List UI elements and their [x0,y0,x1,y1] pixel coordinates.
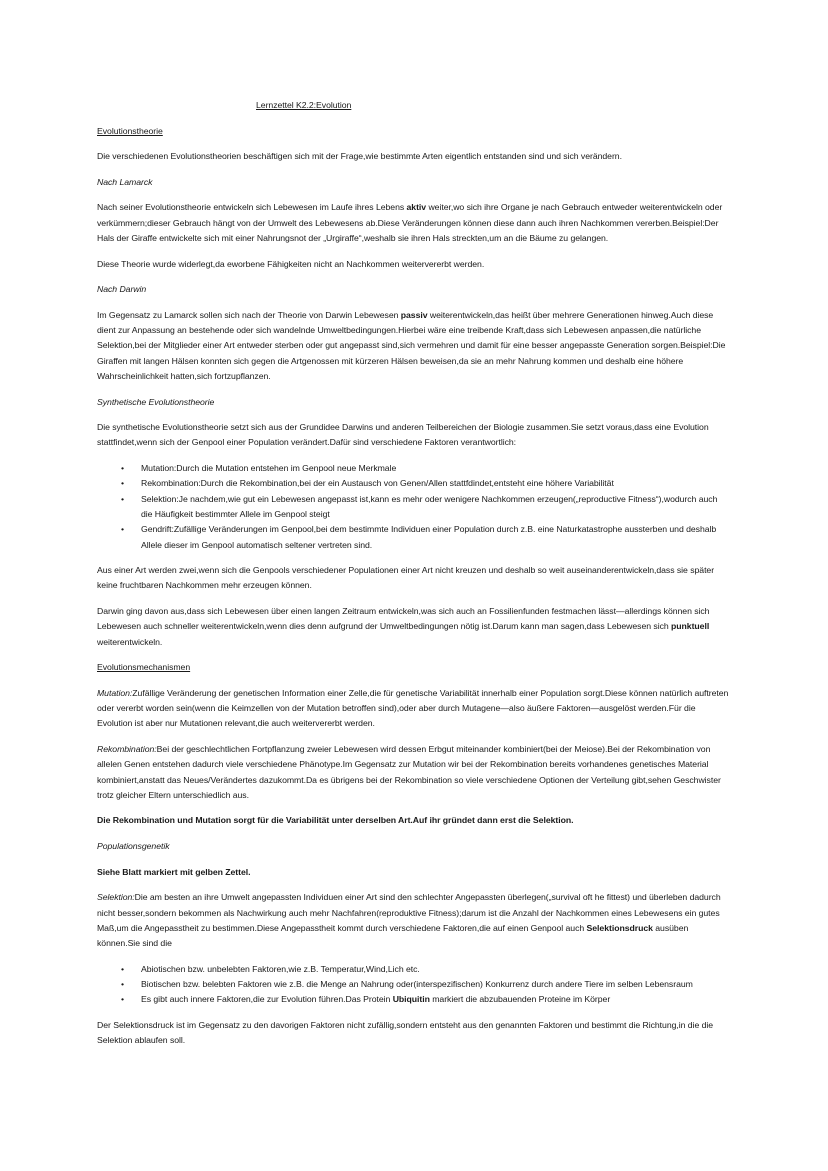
list-item: • Gendrift:Zufällige Veränderungen im Genpool,bei dem bestimmte Individuen einer Population durch z.B. eine Naturkatastrophe aussterben und deshalb Allele dieser im Genpool automatisch seltener vertreten sind. [97,522,731,553]
bold-term: punktuell [671,621,710,632]
mutation-paragraph [97,686,731,732]
list-item: • Rekombination:Durch die Rekombination,bei der ein Austausch von Genen/Allen stattfdindet,entsteht eine höhere Variabilität [97,476,731,491]
text: Bei der geschlechtlichen Fortpflanzung zweier Lebewesen wird dessen Erbgut miteinander kombiniert(bei der Meiose).Bei der Rekombination von allelen Genen entstehen dadurch viele verschiedene Phänotype.Im Gegensatz zur Mutation wir bei der Rekombination bereits vorhandenes genetisches Material kombiniert,anstatt das Neues/Verändertes dazukommt.Da es übrigens bei der Rekombination so viele verschiedene Optionen der Verteilung gibt,sehen Geschwister trotz gleicher Eltern unterschiedlich aus. [97,743,721,800]
document-page [97,98,731,1059]
list-item: • Biotischen bzw. belebten Faktoren wie z.B. die Menge an Nahrung oder(interspezifischen) Konkurrenz durch andere Tiere im selben Lebensraum [97,977,731,992]
popgen-note: Siehe Blatt markiert mit gelben Zettel. [97,866,251,877]
text: Darwin ging davon aus,dass sich Lebewesen über einen langen Zeitraum entwickeln,was sich auch an Fossilienfunden festmachen lässt—allerdings können sich Lebewesen auch schneller weiterentwickeln,wenn dies denn aufgrund der Umweltbedingungen nötig ist.Darum kann man sagen,dass Lebewesen sich [97,605,710,632]
bold-term: Selektionsdruck [586,922,653,933]
text: weiterentwickeln. [97,636,163,647]
text: ausüben können.Sie sind die [97,922,689,949]
final-paragraph: Der Selektionsdruck ist im Gegensatz zu den davorigen Faktoren nicht zufällig,sondern entsteht aus den genannten Faktoren und bestimmt die Richtung,in die die Selektion ablaufen soll. [97,1019,714,1046]
subheading-synthetic: Synthetische Evolutionstheorie [97,396,215,407]
term-label: Rekombination: [97,743,157,754]
list-item [97,992,731,1007]
subheading-darwin: Nach Darwin [97,284,147,295]
term-label: Selektion: [97,892,135,903]
summary-paragraph: Die Rekombination und Mutation sorgt für die Variabilität unter derselben Art.Auf ihr gründet dann erst die Selektion. [97,815,574,826]
punctual-paragraph [97,604,731,650]
text: Es gibt auch innere Faktoren,die zur Evolution führen.Das Protein [141,994,393,1005]
bold-term: passiv [400,309,428,320]
text: Zufällige Veränderung der genetischen Information einer Zelle,die für genetische Variabilität innerhalb einer Population sorgt.Diese können natürlich auftreten oder vererbt worden sein(wenn die Keimzellen von der Mutation betroffen sind),oder aber durch Mutagene—also äußere Faktoren—ausgelöst werden.Für die Evolution ist aber nur Mutationen relevant,die auch weitervererbt werden. [97,687,729,729]
bold-term: Ubiquitin [392,994,430,1005]
list-item: • Abiotischen bzw. unbelebten Faktoren,wie z.B. Temperatur,Wind,Lich etc. [97,962,731,977]
text: weiter,wo sich ihre Organe je nach Gebrauch entweder weiterentwickeln oder verkümmern;dieser Gebrauch hängt von der Umwelt des Lebewesens ab.Diese Veränderungen können diese dann auch ihren Nachkommen vererben.Beispiel:Der Hals der Giraffe entwickelte sich mit einer Nahrungsnot der „Urgiraffe“,weshalb sie ihren Hals streckten,um an die Bäume zu gelangen. [97,202,723,243]
bold-term: aktiv [406,202,427,213]
darwin-paragraph [97,308,731,384]
factor-list [97,461,731,553]
document-title: Lernzettel K2.2:Evolution [256,100,352,110]
list-item: • Mutation:Durch die Mutation entstehen im Genpool neue Merkmale [97,461,731,476]
lamarck-paragraph [97,200,731,246]
selection-paragraph [97,890,731,951]
lamarck-refuted-paragraph: Diese Theorie wurde widerlegt,da eworbene Fähigkeiten nicht an Nachkommen weitervererbt werden. [97,258,485,269]
synthetic-paragraph: Die synthetische Evolutionstheorie setzt sich aus der Grundidee Darwins und anderen Teilbereichen der Biologie zusammen.Sie setzt voraus,dass eine Evolution stattfindet,wenn sich der Genpool einer Population verändert.Dafür sind verschiedene Faktoren verantwortlich: [97,422,709,448]
list-item: • Selektion:Je nachdem,wie gut ein Lebewesen angepasst ist,kann es mehr oder wenigere Nachkommen erzeugen(„reproductive Fitness“),wodurch auch die Häufigkeit bestimmter Allele im Genpool steigt [97,492,731,523]
selection-factor-list [97,962,731,1008]
subheading-lamarck: Nach Lamarck [97,176,153,187]
section-heading-mechanisms: Evolutionsmechanismen [97,662,191,673]
recombination-paragraph [97,742,731,803]
section-heading-evolutionstheorie: Evolutionstheorie [97,125,163,136]
intro-paragraph: Die verschiedenen Evolutionstheorien beschäftigen sich mit der Frage,wie bestimmte Arten eigentlich entstanden sind und sich verändern. [97,151,622,162]
text: markiert die abzubauenden Proteine im Körper [429,994,611,1005]
text: weiterentwickeln,das heißt über mehrere Generationen hinweg.Auch diese dient zur Anpassung an bestehende oder sich wandelnde Umweltbedingungen.Hierbei wäre eine treibende Kraft,dass sich Lebewesen anpassen,die natürliche Selektion,bei der Mitglieder einer Art entweder sterben oder gut angepasst sind,sich vermehren und damit für eine besser angepasste Generation sorgen.Beispiel:Die Giraffen mit langen Hälsen konnten sich gegen die Artgenossen mit kürzeren Hälsen beweisen,da sie an mehr Nahrung kommen und deshalb eine höhere Wahrscheinlichkeit hatten,sich fortzupflanzen. [97,309,726,381]
subheading-popgen: Populationsgenetik [97,841,170,852]
text: Nach seiner Evolutionstheorie entwickeln sich Lebewesen im Laufe ihres Lebens [97,202,407,213]
text: Im Gegensatz zu Lamarck sollen sich nach der Theorie von Darwin Lebewesen [97,309,401,320]
text: Die am besten an ihre Umwelt angepassten Individuen einer Art sind den schlechter Angepassten überlegen(„survival oft he fittest) und überleben dadurch nicht besser,sondern bekommen als Nachwirkung auch mehr Nachfahren(reproduktive Fitness);darum ist die Anzahl der Nachkommen eines Lebewesens ein gutes Maß,um die Angepasstheit zu bestimmen.Diese Angepasstheit kommt durch verschiedene Faktoren,die auf einen Genpool auch [97,892,721,933]
term-label: Mutation: [97,687,133,698]
speciation-paragraph: Aus einer Art werden zwei,wenn sich die Genpools verschiedener Populationen einer Art nicht kreuzen und deshalb so weit auseinanderentwickeln,dass sie später keine fruchtbaren Nachkommen mehr erzeugen können. [97,565,715,591]
